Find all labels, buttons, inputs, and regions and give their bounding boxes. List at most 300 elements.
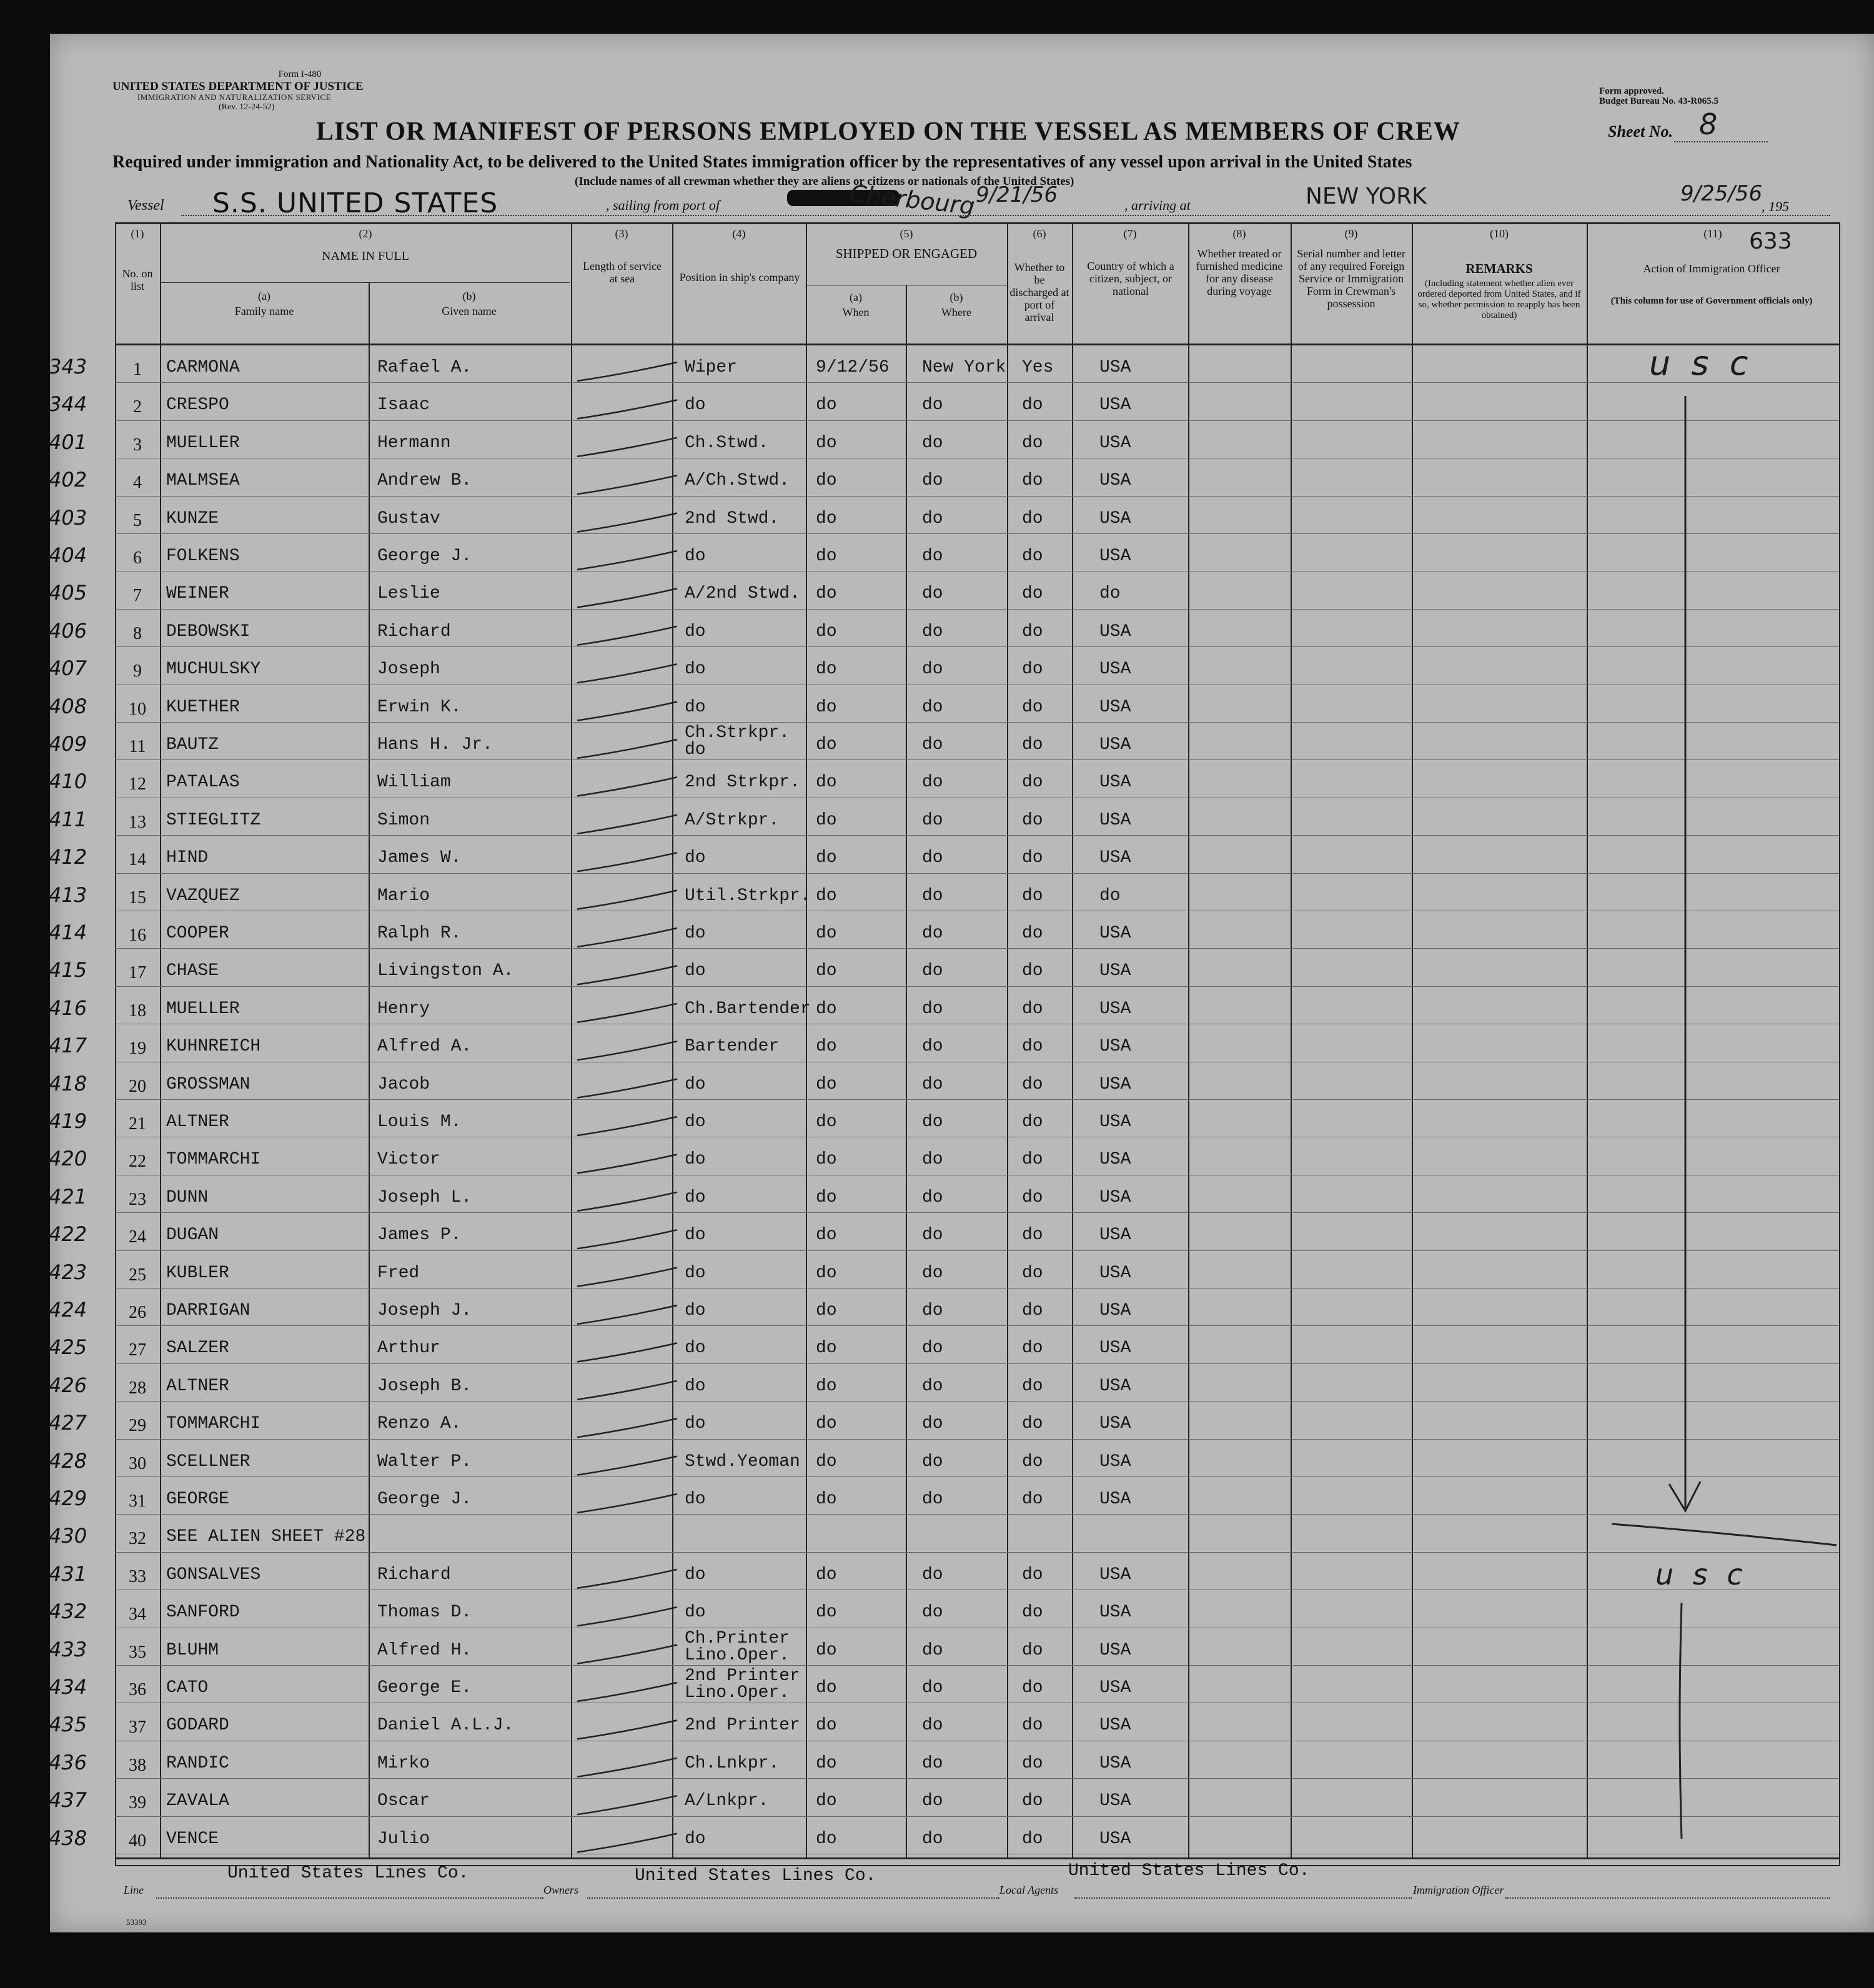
shipped-when: do — [816, 1678, 837, 1698]
form-subtitle: Required under immigration and Nationality Act, to be delivered to the United States immigration officer by the representatives of any vessel upon arrival in the United States — [112, 152, 1412, 172]
position: do — [685, 1263, 706, 1283]
discharge-status: do — [1022, 773, 1043, 793]
handwritten-crew-number: 428 — [49, 1448, 87, 1473]
continuation-arrow-icon — [1669, 396, 1700, 1511]
col-position: Position in ship's company — [679, 271, 800, 284]
family-name: GROSSMAN — [166, 1074, 250, 1094]
family-name: STIEGLITZ — [166, 810, 261, 830]
line-number: 34 — [129, 1605, 146, 1625]
shipped-where: do — [922, 848, 943, 868]
shipped-when: do — [816, 735, 837, 754]
handwritten-crew-number: 416 — [49, 996, 87, 1020]
family-name: CATO — [166, 1678, 209, 1698]
line-number: 18 — [129, 1001, 146, 1021]
shipped-where: do — [922, 697, 943, 717]
given-name: Thomas D. — [377, 1603, 472, 1623]
shipped-when: do — [816, 1338, 837, 1358]
shipped-when: do — [816, 1263, 837, 1283]
shipped-where: do — [922, 810, 943, 830]
family-name: TOMMARCHI — [166, 1150, 261, 1170]
shipped-where: do — [922, 1225, 943, 1245]
line-number: 39 — [129, 1793, 146, 1813]
given-name: Henry — [377, 999, 430, 1019]
line-number: 33 — [129, 1566, 146, 1586]
handwritten-crew-number: 411 — [49, 807, 87, 831]
given-name: Jacob — [377, 1074, 430, 1094]
handwritten-crew-number: 418 — [49, 1071, 87, 1095]
discharge-status: do — [1022, 1338, 1043, 1358]
shipped-where: do — [922, 471, 943, 491]
country: USA — [1099, 999, 1131, 1019]
col-no-on-list: No. on list — [122, 267, 153, 292]
line-number: 27 — [129, 1340, 146, 1360]
shipped-where: do — [922, 1603, 943, 1623]
given-name: Ralph R. — [377, 924, 462, 943]
shipped-where: New York — [922, 358, 1006, 377]
shipped-when: do — [816, 1037, 837, 1057]
country: USA — [1099, 773, 1131, 793]
line-number: 3 — [133, 435, 142, 455]
shipped-when: do — [816, 924, 837, 943]
discharge-status: do — [1022, 1150, 1043, 1170]
position: Ch.Lnkpr. — [685, 1753, 780, 1773]
usc-annotation-bottom: u s c — [1655, 1558, 1748, 1591]
shipped-when: do — [816, 1603, 837, 1623]
line-number: 23 — [129, 1189, 146, 1209]
family-name: KUBLER — [166, 1263, 229, 1283]
country: USA — [1099, 1791, 1131, 1811]
country: USA — [1099, 1225, 1131, 1245]
country: USA — [1099, 1187, 1131, 1207]
given-name: Joseph B. — [377, 1376, 472, 1396]
discharge-status: do — [1022, 660, 1043, 680]
handwritten-crew-number: 412 — [49, 845, 87, 869]
shipped-when: do — [816, 697, 837, 717]
shipped-where: do — [922, 1490, 943, 1509]
shipped-when: do — [816, 848, 837, 868]
family-name: BAUTZ — [166, 735, 219, 754]
shipped-when: do — [816, 508, 837, 528]
given-name: Hermann — [377, 433, 451, 453]
line-number: 2 — [133, 397, 142, 417]
country: USA — [1099, 848, 1131, 868]
position: 2nd Strkpr. — [685, 773, 800, 793]
discharge-status: do — [1022, 1263, 1043, 1283]
position: do — [685, 1225, 706, 1245]
department-name: UNITED STATES DEPARTMENT OF JUSTICE — [112, 80, 364, 93]
line-number: 31 — [129, 1491, 146, 1511]
position: do — [685, 546, 706, 566]
owners-value: United States Lines Co. — [635, 1866, 876, 1886]
given-name: Erwin K. — [377, 697, 462, 717]
country: USA — [1099, 621, 1131, 641]
form-number: Form I-480 — [278, 69, 322, 79]
given-name: Joseph J. — [377, 1301, 472, 1320]
given-name: Arthur — [377, 1338, 440, 1358]
handwritten-crew-number: 431 — [49, 1561, 87, 1586]
position: 2nd Printer — [685, 1716, 800, 1736]
shipped-where: do — [922, 1640, 943, 1660]
discharge-status: do — [1022, 1716, 1043, 1736]
given-name: Livingston A. — [377, 961, 514, 981]
line-number: 17 — [129, 963, 146, 983]
stamp-number: 633 — [1749, 229, 1792, 254]
line-number: 22 — [129, 1152, 146, 1172]
position: 2nd Stwd. — [685, 508, 780, 528]
country: USA — [1099, 1565, 1131, 1585]
shipped-when: 9/12/56 — [816, 358, 890, 377]
family-name: BLUHM — [166, 1640, 219, 1660]
family-name: VENCE — [166, 1829, 219, 1849]
given-name: James W. — [377, 848, 462, 868]
position: do — [685, 1490, 706, 1509]
shipped-where: do — [922, 1112, 943, 1132]
col-remarks-note: (Including statement whether alien ever ordered deported from United States, and if so, whether permission to reapply has been obtained) — [1417, 279, 1581, 320]
continuation-line-mark — [1680, 1603, 1682, 1839]
discharge-status: do — [1022, 1603, 1043, 1623]
given-name: Joseph — [377, 660, 440, 680]
shipped-where: do — [922, 1187, 943, 1207]
position: do — [685, 961, 706, 981]
local-agents-label: Local Agents — [999, 1884, 1059, 1896]
family-name: GODARD — [166, 1716, 229, 1736]
handwritten-crew-number: 403 — [49, 505, 87, 530]
position: do — [685, 1829, 706, 1849]
line-number: 7 — [133, 586, 142, 606]
family-name: ALTNER — [166, 1376, 229, 1396]
form-revision: (Rev. 12-24-52) — [219, 102, 275, 112]
family-name: HIND — [166, 848, 209, 868]
family-name: KUETHER — [166, 697, 240, 717]
family-name: SALZER — [166, 1338, 229, 1358]
shipped-where: do — [922, 1829, 943, 1849]
shipped-when: do — [816, 584, 837, 604]
arrival-port: NEW YORK — [1306, 184, 1427, 209]
family-name: MUELLER — [166, 999, 240, 1019]
handwritten-crew-number: 402 — [49, 468, 87, 492]
country: USA — [1099, 924, 1131, 943]
shipped-when: do — [816, 1490, 837, 1509]
handwritten-crew-number: 437 — [49, 1788, 87, 1812]
discharge-status: do — [1022, 395, 1043, 415]
shipped-when: do — [816, 1791, 837, 1811]
handwritten-crew-number: 414 — [49, 921, 87, 944]
line-number: 35 — [129, 1642, 146, 1662]
discharge-status: do — [1022, 1565, 1043, 1585]
family-name: COOPER — [166, 924, 229, 943]
handwritten-crew-number: 421 — [49, 1184, 87, 1209]
shipped-where: do — [922, 1791, 943, 1811]
country: USA — [1099, 1678, 1131, 1698]
col-name-in-full: NAME IN FULL — [322, 249, 409, 263]
shipped-where: do — [922, 924, 943, 943]
given-name: Andrew B. — [377, 471, 472, 491]
position: do — [685, 1150, 706, 1170]
position: do — [685, 1112, 706, 1132]
print-code: 53393 — [126, 1917, 147, 1927]
family-name: MUELLER — [166, 433, 240, 453]
country: USA — [1099, 471, 1131, 491]
position: Ch.Printer Lino.Oper. — [685, 1628, 790, 1665]
country: USA — [1099, 1301, 1131, 1320]
shipped-when: do — [816, 1225, 837, 1245]
handwritten-crew-number: 401 — [49, 430, 87, 454]
line-number: 6 — [133, 548, 142, 568]
given-name: Alfred A. — [377, 1037, 472, 1057]
line-number: 5 — [133, 510, 142, 530]
handwritten-crew-number: 344 — [49, 392, 87, 417]
col2-number: (2) — [359, 227, 372, 240]
family-name: ALTNER — [166, 1112, 229, 1132]
shipped-when: do — [816, 1074, 837, 1094]
given-name: Alfred H. — [377, 1640, 472, 1660]
country: USA — [1099, 1074, 1131, 1094]
handwritten-crew-number: 407 — [49, 656, 87, 681]
country: USA — [1099, 1829, 1131, 1849]
shipped-when: do — [816, 1301, 837, 1320]
shipped-where: do — [922, 1150, 943, 1170]
discharge-status: do — [1022, 471, 1043, 491]
position: do — [685, 621, 706, 641]
line-number: 4 — [133, 473, 142, 493]
shipped-where: do — [922, 621, 943, 641]
shipped-when: do — [816, 1829, 837, 1849]
position: do — [685, 1187, 706, 1207]
country: USA — [1099, 1603, 1131, 1623]
family-name: PATALAS — [166, 773, 240, 793]
given-name: George J. — [377, 546, 472, 566]
discharge-status: do — [1022, 508, 1043, 528]
handwritten-marks — [50, 34, 1874, 1932]
country: USA — [1099, 1263, 1131, 1283]
family-name: CARMONA — [166, 358, 240, 377]
position: do — [685, 1565, 706, 1585]
country: USA — [1099, 433, 1131, 453]
arriving-label: , arriving at — [1124, 197, 1191, 213]
line-number: 12 — [129, 774, 146, 794]
discharge-status: do — [1022, 1414, 1043, 1434]
discharge-status: do — [1022, 1791, 1043, 1811]
shipped-when: do — [816, 395, 837, 415]
discharge-status: do — [1022, 810, 1043, 830]
handwritten-crew-number: 424 — [49, 1298, 87, 1322]
col-remarks: REMARKS — [1465, 261, 1533, 276]
country: USA — [1099, 1376, 1131, 1396]
line-number: 15 — [129, 888, 146, 907]
country: USA — [1099, 1414, 1131, 1434]
country: USA — [1099, 1451, 1131, 1471]
family-name: WEINER — [166, 584, 229, 604]
shipped-when: do — [816, 1150, 837, 1170]
line-number: 11 — [129, 737, 146, 756]
position: A/2nd Stwd. — [685, 584, 800, 604]
shipped-where: do — [922, 1376, 943, 1396]
country: USA — [1099, 358, 1131, 377]
position: 2nd Printer Lino.Oper. — [685, 1666, 800, 1703]
line-number: 37 — [129, 1718, 146, 1738]
given-name: Gustav — [377, 508, 440, 528]
shipped-where: do — [922, 735, 943, 754]
given-name: Julio — [377, 1829, 430, 1849]
line-number: 25 — [129, 1265, 146, 1285]
shipped-where: do — [922, 886, 943, 906]
discharge-status: do — [1022, 735, 1043, 754]
handwritten-crew-number: 420 — [49, 1147, 87, 1171]
shipped-where: do — [922, 660, 943, 680]
discharge-status: do — [1022, 1301, 1043, 1320]
shipped-where: do — [922, 1263, 943, 1283]
country: USA — [1099, 735, 1131, 754]
col-where: Where — [941, 306, 971, 319]
given-name: James P. — [377, 1225, 462, 1245]
shipped-where: do — [922, 1037, 943, 1057]
usc-annotation-top: u s c — [1649, 344, 1753, 383]
shipped-when: do — [816, 1640, 837, 1660]
departure-date: 9/21/56 — [976, 182, 1058, 207]
line-number: 38 — [129, 1755, 146, 1775]
family-name: MUCHULSKY — [166, 660, 261, 680]
handwritten-crew-number: 419 — [49, 1109, 87, 1133]
handwritten-crew-number: 427 — [49, 1411, 87, 1435]
discharge-status: do — [1022, 999, 1043, 1019]
family-name: DUGAN — [166, 1225, 219, 1245]
discharge-status: do — [1022, 433, 1043, 453]
immigration-officer-label: Immigration Officer — [1413, 1884, 1504, 1896]
position: do — [685, 697, 706, 717]
handwritten-crew-number: 410 — [49, 769, 87, 794]
handwritten-crew-number: 406 — [49, 618, 87, 643]
given-name: Hans H. Jr. — [377, 735, 493, 754]
shipped-where: do — [922, 1414, 943, 1434]
line-number: 1 — [133, 360, 142, 379]
handwritten-crew-number: 432 — [49, 1600, 87, 1624]
shipped-where: do — [922, 395, 943, 415]
discharge-status: do — [1022, 1037, 1043, 1057]
given-name: George J. — [377, 1490, 472, 1509]
line-number: 14 — [129, 850, 146, 870]
sheet-number: 8 — [1699, 107, 1718, 141]
given-name: Simon — [377, 810, 430, 830]
discharge-status: do — [1022, 546, 1043, 566]
family-name: GEORGE — [166, 1490, 229, 1509]
col-country: Country of which a citizen, subject, or national — [1087, 260, 1174, 297]
line-number: 32 — [129, 1529, 146, 1549]
given-name: Leslie — [377, 584, 440, 604]
shipped-when: do — [816, 810, 837, 830]
col1-number: (1) — [131, 227, 144, 240]
family-name: SEE ALIEN SHEET #28 — [166, 1527, 366, 1547]
country: USA — [1099, 508, 1131, 528]
sailing-label: , sailing from port of — [606, 197, 720, 213]
given-name: Renzo A. — [377, 1414, 462, 1434]
position: do — [685, 924, 706, 943]
position: do — [685, 1338, 706, 1358]
handwritten-crew-number: 429 — [49, 1486, 87, 1510]
position: do — [685, 1074, 706, 1094]
shipped-where: do — [922, 1753, 943, 1773]
position: Wiper — [685, 358, 738, 377]
family-name: DARRIGAN — [166, 1301, 250, 1320]
include-note: (Include names of all crewman whether they are aliens or citizens or nationals of the United States) — [575, 175, 1074, 188]
form-approved: Form approved. — [1599, 86, 1664, 96]
shipped-where: do — [922, 1451, 943, 1471]
discharge-status: do — [1022, 1376, 1043, 1396]
line-number: 10 — [129, 699, 146, 719]
line-number: 30 — [129, 1453, 146, 1473]
family-name: FOLKENS — [166, 546, 240, 566]
shipped-where: do — [922, 1338, 943, 1358]
position: A/Strkpr. — [685, 810, 780, 830]
country: USA — [1099, 961, 1131, 981]
line-number: 9 — [133, 661, 142, 681]
shipped-when: do — [816, 1451, 837, 1471]
col-medicine: Whether treated or furnished medicine for any disease during voyage — [1196, 247, 1283, 297]
handwritten-crew-number: 413 — [49, 883, 87, 907]
handwritten-crew-number: 408 — [49, 694, 87, 718]
family-name: KUHNREICH — [166, 1037, 261, 1057]
arrival-date: 9/25/56 — [1680, 181, 1763, 206]
discharge-status: do — [1022, 1112, 1043, 1132]
line-number: 19 — [129, 1039, 146, 1059]
shipped-where: do — [922, 1716, 943, 1736]
line-number: 28 — [129, 1378, 146, 1398]
given-name: William — [377, 773, 451, 793]
position: Bartender — [685, 1037, 780, 1057]
position: A/Ch.Stwd. — [685, 471, 790, 491]
shipped-where: do — [922, 999, 943, 1019]
col-immigration-note: (This column for use of Government officials only) — [1610, 296, 1813, 306]
family-name: ZAVALA — [166, 1791, 229, 1811]
line-number: 21 — [129, 1114, 146, 1134]
col-serial-number: Serial number and letter of any required Foreign Service or Immigration Form in Crewman's possession — [1297, 247, 1406, 310]
shipped-when: do — [816, 773, 837, 793]
line-label: Line — [124, 1884, 144, 1896]
col-given-name: Given name — [442, 305, 497, 317]
country: USA — [1099, 395, 1131, 415]
line-number: 40 — [129, 1831, 146, 1851]
given-name: Joseph L. — [377, 1187, 472, 1207]
shipped-when: do — [816, 1716, 837, 1736]
position: Util.Strkpr. — [685, 886, 811, 906]
line-value: United States Lines Co. — [227, 1864, 469, 1883]
handwritten-crew-number: 436 — [49, 1750, 87, 1774]
family-name: CRESPO — [166, 395, 229, 415]
family-name: SCELLNER — [166, 1451, 250, 1471]
manifest-sheet: Form I-480 UNITED STATES DEPARTMENT OF JUSTICE IMMIGRATION AND NATURALIZATION SERVICE (Rev. 12-24-52) Form approved. Budget Bureau No. 43-R065.5 LIST OR MANIFEST OF PERSONS EMPLOYED ON THE VESSEL AS MEMBERS OF CREW Sheet No. 8 Required under immigration and Nationality Act, to be delivered to the United States immigration officer by the representatives of any vessel upon arrival in the United States (Include names of all crewman whether they are aliens or citizens or nationals of the United States) Vessel S.S. UNITED STATES , sailing from port of Cherbourg 9/21/56 , arriving at NEW YORK 9/25/56 , 195 (1) No. on list (2) NAME IN FULL (a) Family name (b) Given name (3) Length of service at sea (4) Position in ship's company (5) SHIPPED OR ENGAGED (a) When (b) Where (6) Whether to be discharged at port of arrival (7) Country of which a citizen, subject, or national (8) Whether treated or furnished medicine for any disease during voyage (9) Serial number and letter of any required Foreign Service or Immigration Form in Crewman's possession (10) REMARKS (Including statement whether alien ever ordered deported from United States, and if so, whether permission to reapply has been obtained) (11) Action of Immigration Officer (This column for use of Government officials only) 633 343 1 CARMONA Rafael A. Wiper 9/12/56 New York Yes USA 344 2 CRESPO Isaac do do do do USA 401 3 MUELLER Hermann Ch.Stwd. do do do USA 402 4 MALMSEA Andrew B. A/Ch.Stwd. do do do USA 403 5 KUNZE Gustav 2nd Stwd. do do do USA 404 6 FOLKENS George J. do do do do USA 405 7 WEINER Leslie A/2nd Stwd. do do do do 406 8 DEBOWSKI Richard do do do do USA 407 9 MUCHULSKY Joseph do do do do USA 408 10 KUETHER Erwin K. do do do do USA 409 11 BAUTZ Hans H. Jr. Ch.Strkpr. do do do do USA 410 12 PATALAS William 2nd Strkpr. do do do USA 411 13 STIEGLITZ Simon A/Strkpr. do do do USA 412 14 HIND James W. do do do do USA 413 15 VAZQUEZ Mario Util.Strkpr. do do do do 414 16 COOPER Ralph R. do do do do USA 415 17 CHASE Livingston A. do do do do USA 416 18 MUELLER Henry Ch.Bartender do do do USA 417 19 KUHNREICH Alfred A. Bartender do do do USA 418 20 GROSSMAN Jacob do do do do USA 419 21 ALTNER Louis M. do do do do USA 420 22 TOMMARCHI Victor do do do do USA 421 23 DUNN Joseph L. do do do do USA 422 24 DUGAN James P. do do do do USA 423 25 KUBLER Fred do do do do USA 424 26 DARRIGAN Joseph J. do do do do USA 425 27 SALZER Arthur do do do do USA 426 28 ALTNER Joseph B. do do do do USA 427 29 TOMMARCHI Renzo A. do do do do USA 428 30 SCELLNER Walter P. Stwd.Yeoman do do do USA 429 31 GEORGE George J. do do do do USA 430 32 SEE ALIEN SHEET #28 431 33 GONSALVES Richard do do do do USA 432 34 SANFORD Thomas D. do do do do USA 433 35 BLUHM Alfred H. Ch.Printer Lino.Oper. do do do USA 434 36 CATO George E. 2nd Printer Lino.Oper. do do do USA 435 37 GODARD Daniel A.L.J. 2nd Printer do do do USA 436 38 RANDIC Mirko Ch.Lnkpr. do do do USA 437 39 ZAVALA Oscar A/Lnkpr. do do do USA 438 40 VENCE Julio do do do do USA u s c u s c Line United States Lines Co. Owners United States Lines Co. Local Agents United States Lines Co. Immigration Officer 53393 — [50, 34, 1874, 1932]
given-name: Victor — [377, 1150, 440, 1170]
handwritten-crew-number: 409 — [49, 732, 87, 756]
position: do — [685, 1301, 706, 1320]
discharge-status: do — [1022, 1490, 1043, 1509]
given-name: Oscar — [377, 1791, 430, 1811]
discharge-status: do — [1022, 1225, 1043, 1245]
line-number: 36 — [129, 1680, 146, 1699]
family-name: DEBOWSKI — [166, 621, 250, 641]
vessel-name: S.S. UNITED STATES — [212, 187, 498, 219]
handwritten-crew-number: 343 — [49, 355, 87, 378]
col-family-name: Family name — [234, 305, 294, 317]
discharge-status: do — [1022, 1829, 1043, 1849]
shipped-when: do — [816, 546, 837, 566]
given-name: Daniel A.L.J. — [377, 1716, 514, 1736]
shipped-when: do — [816, 1414, 837, 1434]
line-number: 29 — [129, 1416, 146, 1436]
handwritten-crew-number: 433 — [49, 1637, 87, 1661]
given-name: Louis M. — [377, 1112, 462, 1132]
family-name: DUNN — [166, 1187, 209, 1207]
given-name: Mario — [377, 886, 430, 906]
country: USA — [1099, 1716, 1131, 1736]
